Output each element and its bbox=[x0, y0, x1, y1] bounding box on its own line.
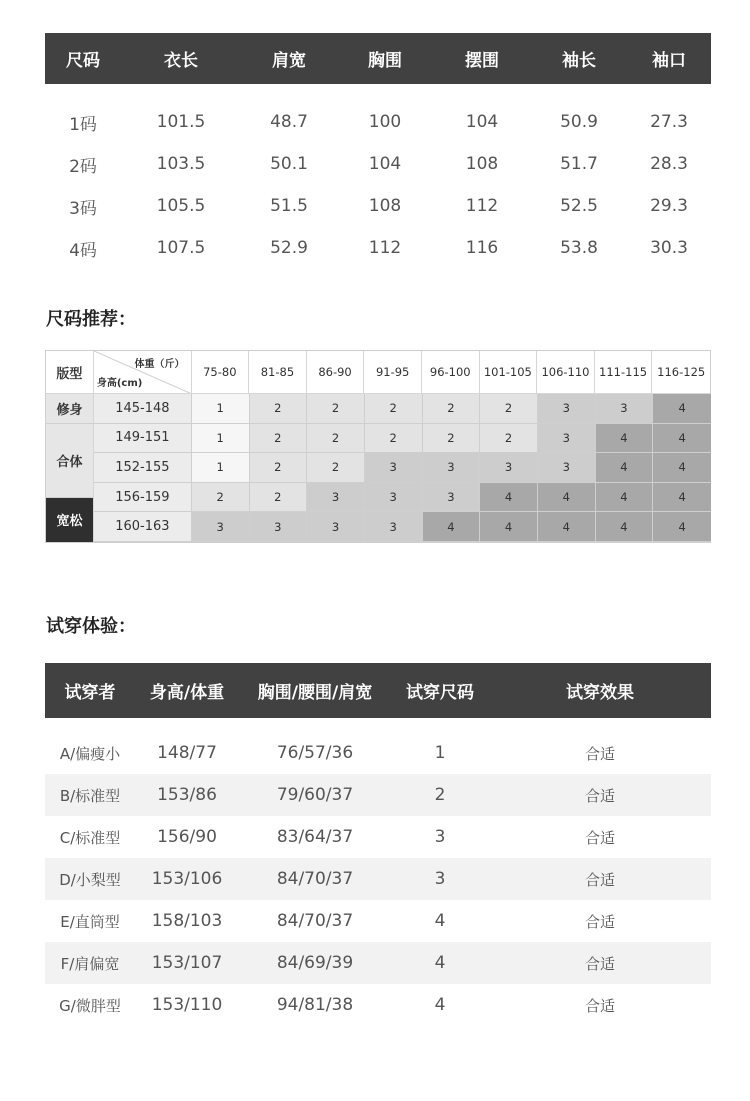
table-cell: E/直筒型 bbox=[60, 912, 120, 931]
table-cell: 50.1 bbox=[270, 154, 308, 174]
weight-range-cell: 86-90 bbox=[307, 351, 365, 393]
weight-range-cell: 101-105 bbox=[480, 351, 538, 393]
size-cell: 3 bbox=[596, 394, 654, 423]
table-cell: 52.9 bbox=[270, 238, 308, 258]
table-cell: 52.5 bbox=[560, 196, 598, 216]
table-cell: 2码 bbox=[69, 156, 97, 177]
table-cell: 116 bbox=[465, 238, 499, 258]
fit-type-label: 合体 bbox=[46, 424, 94, 498]
table-cell: 84/70/37 bbox=[276, 911, 354, 931]
size-cell: 2 bbox=[480, 394, 538, 423]
recommendation-header bbox=[46, 351, 710, 394]
tryon-title: 试穿体验： bbox=[46, 616, 136, 637]
size-chart-table bbox=[45, 33, 711, 269]
size-cell: 2 bbox=[423, 394, 481, 423]
table-cell: 104 bbox=[465, 112, 499, 132]
size-recommendation-table bbox=[45, 350, 711, 543]
size-cell: 3 bbox=[423, 483, 481, 512]
size-cell: 3 bbox=[307, 512, 365, 541]
header-cell: 袖口 bbox=[652, 51, 686, 71]
table-row bbox=[45, 984, 711, 1026]
table-row bbox=[45, 143, 711, 185]
table-cell: 103.5 bbox=[156, 154, 206, 174]
fit-type-label: 修身 bbox=[46, 394, 94, 424]
height-range-cell: 149-151 bbox=[94, 424, 192, 453]
table-cell: 合适 bbox=[584, 912, 615, 931]
table-row bbox=[45, 227, 711, 269]
corner-cell bbox=[94, 351, 192, 393]
table-cell: 28.3 bbox=[650, 154, 688, 174]
table-cell: 51.7 bbox=[560, 154, 598, 174]
header-cell: 胸围/腰围/肩宽 bbox=[257, 683, 373, 703]
table-cell: 27.3 bbox=[650, 112, 688, 132]
table-cell: 合适 bbox=[584, 828, 615, 847]
height-label: 身高(cm) bbox=[96, 378, 143, 389]
table-row bbox=[94, 483, 711, 513]
tryon-body bbox=[45, 718, 711, 1026]
table-row bbox=[94, 512, 711, 542]
recommendation-title: 尺码推荐： bbox=[46, 309, 136, 330]
header-cell: 肩宽 bbox=[272, 51, 306, 71]
size-cell: 2 bbox=[250, 483, 308, 512]
tryon-table bbox=[45, 663, 711, 1026]
size-cell: 1 bbox=[192, 394, 250, 423]
size-cell: 4 bbox=[480, 512, 538, 541]
header-cell: 试穿者 bbox=[64, 683, 116, 703]
table-cell: 84/69/39 bbox=[276, 953, 354, 973]
table-row bbox=[94, 394, 711, 424]
table-cell: 3码 bbox=[69, 198, 97, 219]
size-cell: 4 bbox=[653, 394, 711, 423]
height-range-cell: 152-155 bbox=[94, 453, 192, 482]
table-cell: 79/60/37 bbox=[276, 785, 354, 805]
size-cell: 4 bbox=[596, 424, 654, 453]
height-range-cell: 156-159 bbox=[94, 483, 192, 512]
table-cell: 94/81/38 bbox=[276, 995, 354, 1015]
table-row bbox=[94, 453, 711, 483]
table-cell: 合适 bbox=[584, 744, 615, 763]
table-cell: G/微胖型 bbox=[59, 996, 121, 1015]
size-cell: 3 bbox=[423, 453, 481, 482]
table-cell: 50.9 bbox=[560, 112, 598, 132]
weight-range-cell: 81-85 bbox=[249, 351, 307, 393]
size-cell: 2 bbox=[365, 424, 423, 453]
size-cell: 2 bbox=[423, 424, 481, 453]
weight-range-cell: 96-100 bbox=[422, 351, 480, 393]
size-cell: 3 bbox=[365, 512, 423, 541]
size-cell: 4 bbox=[423, 512, 481, 541]
table-cell: 108 bbox=[368, 196, 402, 216]
header-cell: 尺码 bbox=[66, 51, 100, 71]
table-cell: 100 bbox=[368, 112, 402, 132]
table-cell: 156/90 bbox=[157, 827, 217, 847]
table-row bbox=[45, 101, 711, 143]
size-chart-body bbox=[45, 84, 711, 269]
size-cell: 2 bbox=[250, 394, 308, 423]
weight-range-cell: 116-125 bbox=[657, 365, 706, 379]
table-row bbox=[45, 858, 711, 900]
table-row bbox=[45, 942, 711, 984]
table-cell: 158/103 bbox=[151, 911, 223, 931]
header-cell: 摆围 bbox=[465, 51, 499, 71]
table-cell: 30.3 bbox=[650, 238, 688, 258]
header-cell: 衣长 bbox=[164, 51, 198, 71]
table-cell: 3 bbox=[434, 869, 446, 889]
table-cell: 153/86 bbox=[157, 785, 217, 805]
size-cell: 4 bbox=[538, 512, 596, 541]
table-cell: 合适 bbox=[584, 786, 615, 805]
header-cell: 试穿尺码 bbox=[406, 683, 474, 703]
table-row bbox=[94, 424, 711, 454]
table-cell: 2 bbox=[434, 785, 446, 805]
weight-range-cell: 106-110 bbox=[537, 351, 595, 393]
size-cell: 2 bbox=[307, 394, 365, 423]
table-cell: F/肩偏宽 bbox=[60, 954, 120, 973]
size-cell: 3 bbox=[480, 453, 538, 482]
table-cell: B/标准型 bbox=[59, 786, 121, 805]
size-cell: 3 bbox=[307, 483, 365, 512]
table-cell: 29.3 bbox=[650, 196, 688, 216]
weight-range-cell: 75-80 bbox=[192, 351, 250, 393]
size-cell: 4 bbox=[596, 512, 654, 541]
header-cell: 袖长 bbox=[562, 51, 596, 71]
table-cell: 1 bbox=[434, 743, 446, 763]
size-cell: 3 bbox=[365, 483, 423, 512]
size-cell: 4 bbox=[596, 453, 654, 482]
table-cell: 104 bbox=[368, 154, 402, 174]
table-cell: 148/77 bbox=[157, 743, 217, 763]
table-cell: 3 bbox=[434, 827, 446, 847]
table-cell: 101.5 bbox=[156, 112, 206, 132]
size-chart-header bbox=[45, 33, 711, 84]
size-cell: 2 bbox=[307, 453, 365, 482]
table-row bbox=[45, 900, 711, 942]
size-cell: 4 bbox=[538, 483, 596, 512]
table-cell: 108 bbox=[465, 154, 499, 174]
header-cell: 胸围 bbox=[368, 51, 402, 71]
header-cell: 身高/体重 bbox=[149, 683, 225, 703]
table-cell: 107.5 bbox=[156, 238, 206, 258]
fit-type-label: 宽松 bbox=[46, 498, 94, 542]
size-cell: 4 bbox=[653, 483, 711, 512]
table-cell: 153/110 bbox=[151, 995, 223, 1015]
size-cell: 4 bbox=[653, 512, 711, 541]
size-cell: 1 bbox=[192, 453, 250, 482]
weight-range-cell: 111-115 bbox=[595, 351, 653, 393]
size-cell: 3 bbox=[538, 424, 596, 453]
size-cell: 4 bbox=[480, 483, 538, 512]
table-cell: 合适 bbox=[584, 996, 615, 1015]
table-cell: 4码 bbox=[69, 240, 97, 261]
size-cell: 3 bbox=[192, 512, 250, 541]
size-cell: 4 bbox=[596, 483, 654, 512]
table-cell: D/小梨型 bbox=[59, 870, 121, 889]
header-cell: 试穿效果 bbox=[566, 683, 634, 703]
size-cell: 3 bbox=[365, 453, 423, 482]
table-cell: 105.5 bbox=[156, 196, 206, 216]
height-range-cell: 145-148 bbox=[94, 394, 192, 423]
table-cell: 4 bbox=[434, 953, 446, 973]
size-cell: 2 bbox=[192, 483, 250, 512]
size-cell: 3 bbox=[250, 512, 308, 541]
table-row bbox=[45, 185, 711, 227]
table-cell: 76/57/36 bbox=[276, 743, 354, 763]
size-cell: 2 bbox=[480, 424, 538, 453]
table-cell: A/偏瘦小 bbox=[59, 744, 121, 763]
table-cell: 51.5 bbox=[270, 196, 308, 216]
size-cell: 2 bbox=[250, 424, 308, 453]
size-cell: 4 bbox=[653, 453, 711, 482]
size-cell: 3 bbox=[538, 394, 596, 423]
tryon-header bbox=[45, 663, 711, 718]
size-cell: 1 bbox=[192, 424, 250, 453]
size-cell: 3 bbox=[538, 453, 596, 482]
table-cell: 53.8 bbox=[560, 238, 598, 258]
size-cell: 2 bbox=[365, 394, 423, 423]
table-cell: 112 bbox=[368, 238, 402, 258]
table-cell: 1码 bbox=[69, 114, 97, 135]
table-row bbox=[45, 816, 711, 858]
size-cell: 2 bbox=[250, 453, 308, 482]
table-cell: 83/64/37 bbox=[276, 827, 354, 847]
table-cell: 4 bbox=[434, 911, 446, 931]
table-cell: 合适 bbox=[584, 870, 615, 889]
table-row bbox=[45, 732, 711, 774]
size-cell: 4 bbox=[653, 424, 711, 453]
table-cell: 153/106 bbox=[151, 869, 223, 889]
weight-label: 体重（斤） bbox=[134, 359, 185, 370]
table-cell: 112 bbox=[465, 196, 499, 216]
table-cell: 4 bbox=[434, 995, 446, 1015]
weight-range-cell: 91-95 bbox=[364, 351, 422, 393]
height-range-cell: 160-163 bbox=[94, 512, 192, 541]
table-cell: 48.7 bbox=[270, 112, 308, 132]
size-cell: 2 bbox=[307, 424, 365, 453]
table-row bbox=[45, 774, 711, 816]
table-cell: 84/70/37 bbox=[276, 869, 354, 889]
table-cell: 合适 bbox=[584, 954, 615, 973]
table-cell: C/标准型 bbox=[59, 828, 121, 847]
table-cell: 153/107 bbox=[151, 953, 223, 973]
fit-header: 版型 bbox=[46, 351, 94, 393]
